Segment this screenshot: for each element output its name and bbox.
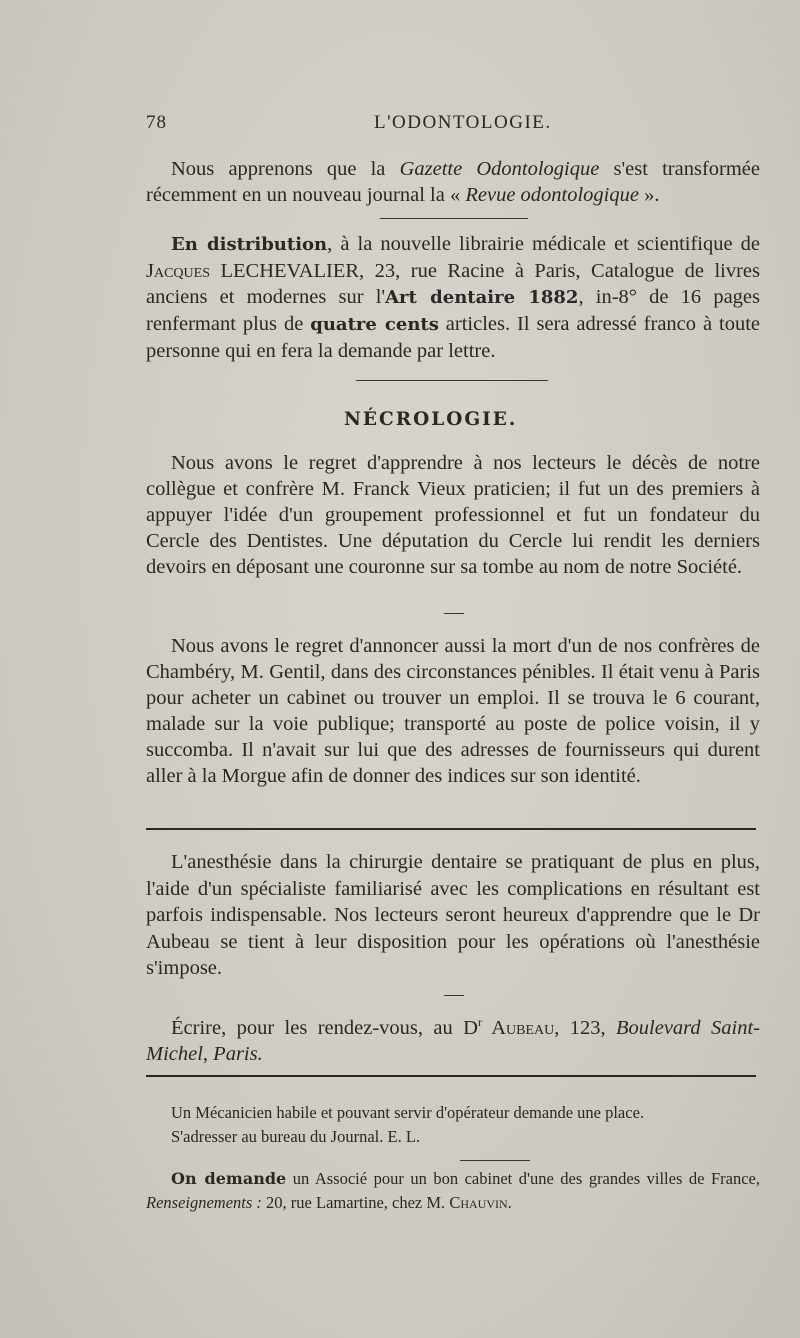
aubeau-address: Boulevard Saint-Michel, Paris.: [146, 1016, 760, 1066]
separator-rule: [146, 1075, 756, 1077]
aubeau-contact: Écrire, pour les rendez-vous, au $D^r$ Aubeau, 123, Boulevard Saint-Michel, Paris.: [146, 1015, 760, 1066]
classified-mecanicien: Un Mécanicien habile et pouvant servir d'opérateur demande une place.: [171, 1103, 645, 1122]
page-number: 78: [146, 112, 167, 133]
separator-rule: [460, 1160, 530, 1161]
distribution-lead: En distribution: [171, 234, 328, 255]
revue-title: Revue odontologique: [465, 184, 639, 207]
gazette-title: Gazette Odontologique: [399, 158, 600, 180]
separator-dash: [444, 995, 464, 996]
section-heading-necrologie: NÉCROLOGIE.: [344, 409, 518, 430]
distribution-paragraph: En distribution, à la nouvelle librairie médicale et scientifique de Jacques LECHEVALIER, 23, rue Racine à Paris, Catalogue de livres anciens et modernes sur l'Art dentaire 1882, in-8° de 16 pages renfermant plus de quatre cents articles. Il sera adressé franco à toute personne qui en fera la demande par lettre.: [146, 233, 761, 362]
separator-rule: [380, 218, 528, 219]
intro-paragraph: Nous apprenons que la Gazette Odontologique s'est transformée récemment en un nouveau journal la « Revue odontologique ».: [146, 158, 760, 207]
journal-title: L'ODONTOLOGIE.: [374, 112, 552, 133]
art-dentaire-title: Art dentaire 1882: [385, 287, 579, 308]
separator-rule: [356, 380, 548, 381]
demande-lead: On demande: [171, 1169, 287, 1188]
article-count: quatre cents: [310, 314, 439, 335]
separator-rule: [146, 828, 756, 830]
necrologie-paragraph-2: Nous avons le regret d'annoncer aussi la mort d'un de nos confrères de Chambéry, M. Gentil, dans des circonstances pénibles. Il était venu à Paris pour acheter un cabinet ou trouver un emploi. Il se trouva le 6 courant, malade sur la voie publique; transporté au poste de police voisin, il y succomba. Il n'avait sur lui que des adresses de fournisseurs qui durent aller à la Morgue afin de donner des indices sur son identité.: [146, 635, 760, 787]
anesthesie-paragraph: L'anesthésie dans la chirurgie dentaire se pratiquant de plus en plus, l'aide d'un spécialiste familiarisé avec les complications en résultant est parfois indispensable. Nos lecteurs seront heureux d'apprendre que le Dr Aubeau se tient à leur disposition pour les opérations où l'anesthésie s'impose.: [146, 851, 760, 979]
classified-demande: On demande un Associé pour un bon cabinet d'une des grandes villes de France, Renseignements : 20, rue Lamartine, chez M. Chauvin.: [146, 1169, 761, 1212]
separator-dash: [444, 613, 464, 614]
classified-adresser: S'adresser au bureau du Journal. E. L.: [171, 1127, 421, 1146]
running-header: [146, 112, 760, 142]
necrologie-paragraph-1: Nous avons le regret d'apprendre à nos lecteurs le décès de notre collègue et confrère M. Franck Vieux praticien; il fut un des premiers à appuyer l'idée d'un groupement professionnel et fut un fondateur du Cercle des Dentistes. Une députation du Cercle lui rendit les derniers devoirs en déposant une couronne sur sa tombe au nom de notre Société.: [146, 452, 760, 578]
